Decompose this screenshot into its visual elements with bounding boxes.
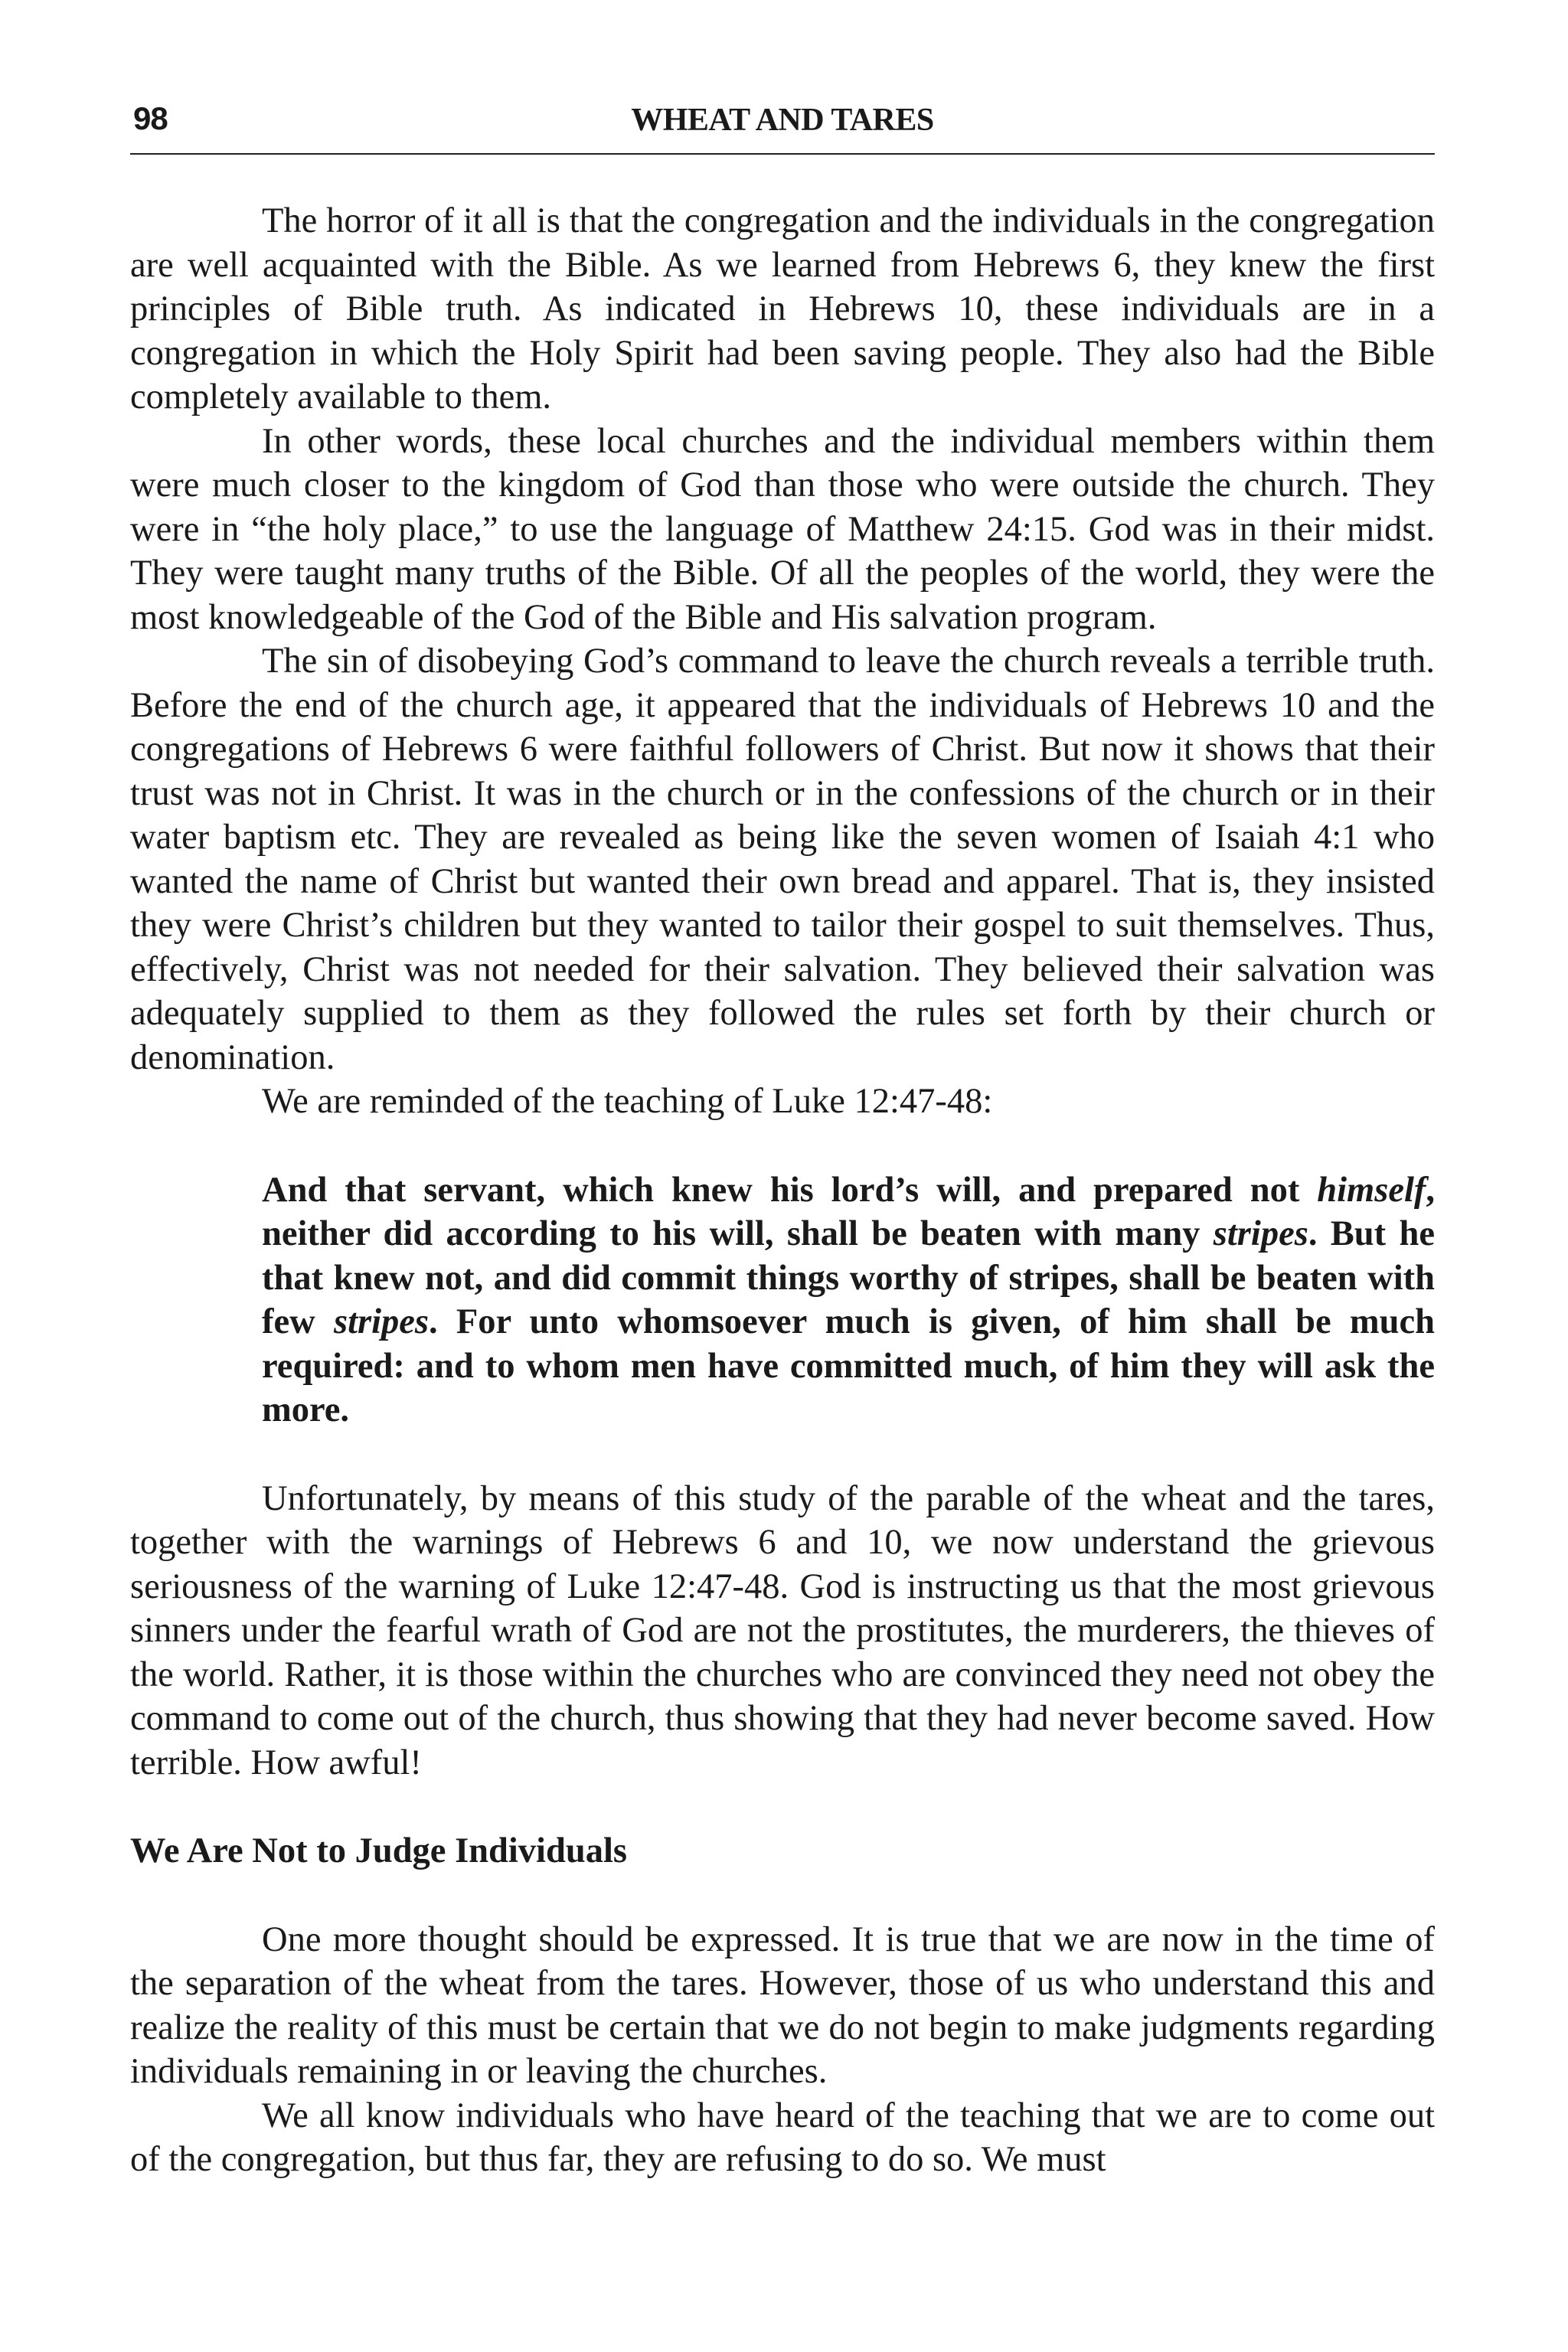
quote-text: , neither did according to his will, shall be beaten with many <box>262 1170 1435 1253</box>
quote-italic: himself <box>1317 1170 1426 1210</box>
paragraph: The sin of disobeying God’s command to leave the church reveals a terrible truth. Before the end of the church age, it appeared that the individuals of Hebrews 10 and the congregations of Hebrews 6 were faithful followers of Christ. But now it shows that their trust was not in Christ. It was in the church or in the confessions of the church or in their water baptism etc. They are revealed as being like the seven women of Isaiah 4:1 who wanted the name of Christ but wanted their own bread and apparel. That is, they insisted they were Christ’s children but they wanted to tailor their gospel to suit themselves. Thus, effectively, Christ was not needed for their salvation. They believed their salvation was adequately supplied to them as they followed the rules set forth by their church or denomination. <box>130 642 1435 1077</box>
paragraph: One more thought should be expressed. It is true that we are now in the time of the separation of the wheat from the tares. However, those of us who understand this and realize the reality of this must be certain that we do not begin to make judgments regarding individuals remaining in or leaving the churches. <box>130 1919 1435 2091</box>
body-text <box>130 199 1435 2182</box>
paragraph: In other words, these local churches and the individual members within them were much closer to the kingdom of God than those who were outside the church. They were in “the holy place,” to use the language of Matthew 24:15. God was in their midst. They were taught many truths of the Bible. Of all the peoples of the world, they were the most knowledgeable of the God of the Bible and His salvation program. <box>130 421 1435 637</box>
quote-text: . But he that knew not, and did commit things worthy of stripes, shall be beaten with few <box>262 1214 1435 1341</box>
running-header <box>130 98 1435 155</box>
running-title: WHEAT AND TARES <box>631 103 934 138</box>
paragraph: Unfortunately, by means of this study of the parable of the wheat and the tares, together with the warnings of Hebrews 6 and 10, we now understand the grievous seriousness of the warning of Luke 12:47-48. God is instructing us that the most grievous sinners under the fearful wrath of God are not the prostitutes, the murderers, the thieves of the world. Rather, it is those within the churches who are convinced they need not obey the command to come out of the church, thus showing that they had never become saved. How terrible. How awful! <box>130 1478 1435 1782</box>
page-number: 98 <box>133 100 168 136</box>
book-page <box>130 98 1435 2182</box>
scripture-quote <box>262 1168 1435 1432</box>
quote-text: . For unto whomsoever much is given, of him shall be much required: and to whom men have committed much, of him they will ask the more. <box>262 1302 1435 1429</box>
paragraph: The horror of it all is that the congregation and the individuals in the congregation are well acquainted with the Bible. As we learned from Hebrews 6, they knew the first principles of Bible truth. As indicated in Hebrews 10, these individuals are in a congregation in which the Holy Spirit had been saving people. They also had the Bible completely available to them. <box>130 201 1435 416</box>
paragraph: We are reminded of the teaching of Luke 12:47-48: <box>262 1082 993 1121</box>
section-heading: We Are Not to Judge Individuals <box>130 1831 627 1870</box>
quote-italic: stripes <box>1213 1214 1308 1253</box>
paragraph: We all know individuals who have heard of the teaching that we are to come out of the congregation, but thus far, they are refusing to do so. We must <box>130 2096 1435 2179</box>
quote-text: And that servant, which knew his lord’s will, and prepared not <box>262 1170 1318 1210</box>
quote-italic: stripes <box>333 1302 429 1341</box>
